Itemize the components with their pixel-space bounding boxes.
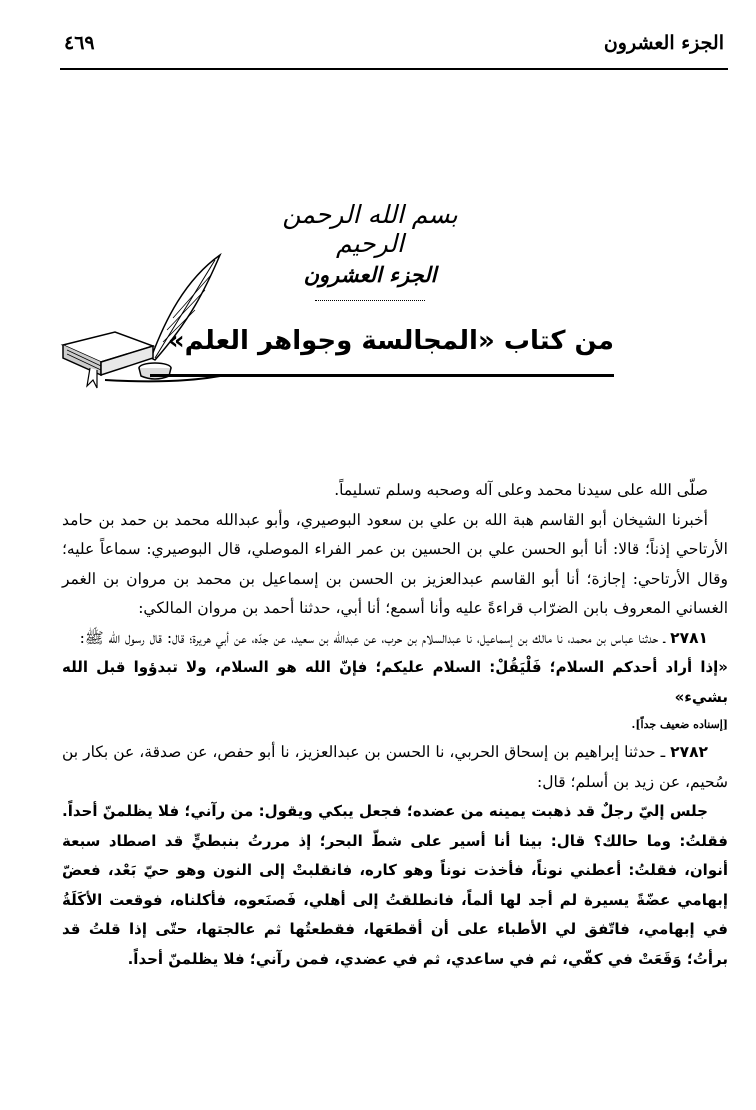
book-and-quill-icon <box>55 250 225 390</box>
hadith-number: ٢٧٨٢ <box>670 743 708 761</box>
hadith-number: ٢٧٨١ <box>670 628 708 647</box>
hadith-2781 <box>62 624 728 654</box>
book-title: من كتاب «المجالسة وجواهر العلم» <box>167 326 614 356</box>
main-text <box>62 476 728 974</box>
hadith-2782 <box>62 738 728 797</box>
part-label-calligraphy: الجزء العشرون <box>303 262 437 287</box>
hadith-chain: ـ حدثنا إبراهيم بن إسحاق الحربي، نا الحسن بن عبدالعزيز، نا أبو حفص، عن صدقة، عن بكار بن سُحيم، عن زيد بن أسلم؛ قال: <box>62 743 728 791</box>
isnad-paragraph: أخبرنا الشيخان أبو القاسم هبة الله بن علي بن سعود البوصيري، وأبو عبدالله محمد بن حمد بن حامد الأرتاحي إذناً؛ قالا: أنا أبو الحسن علي بن الحسين بن عمر الفراء الموصلي، قال البوصيري: سماعاً عليه؛ وقال الأرتاحي: إجازة؛ أنا أبو القاسم عبدالعزيز بن الحسن بن إسماعيل بن محمد بن مروان بن الغمر الغساني المعروف بابن الضرّاب قراءةً عليه وأنا أسمع؛ أنا أبي، حدثنا أحمد بن مروان المالكي: <box>62 510 728 617</box>
part-label-flourish <box>315 292 425 301</box>
running-header <box>60 30 728 70</box>
header-title: الجزء العشرون <box>603 32 724 54</box>
title-rule <box>150 374 614 377</box>
salutation-paragraph: صلّى الله على سيدنا محمد وعلى آله وصحبه وسلم تسليماً. <box>334 481 708 499</box>
hadith-2782-text: جلس إليّ رجلٌ قد ذهبت يمينه من عضده؛ فجعل يبكي ويقول: من رآني؛ فلا يظلمنّ أحداً. فقلتُ: وما حالك؟ قال: بينا أنا أسير على شطّ البحر؛ إذ مررتُ بنبطيٍّ قد اصطاد سبعة أنوان، فقلتُ: أعطني نوناً، فأخذت نوناً وهو كاره، فانقلبتْ إلى النون وهو حيّ بَعْد، فعضّ إبهامي عضّةً يسيرة لم أجد لها ألماً، فانطلقتُ إلى أهلي، فَصنَعوه، فأكلناه، فوقعت الأكَلَةُ في إبهامي، فاتّفق لي الأطباء على أن أقطعَها، فقطعتُها ثم عالجتها، حتّى إذا قلتُ قد برأتُ؛ وَقَعَتْ في كفّي، ثم في ساعدي، ثم في عضدي، فمن رآني؛ فلا يظلمنّ أحداً. <box>62 802 728 968</box>
hadith-chain: ـ حدثنا عباس بن محمد، نا مالك بن إسماعيل، نا عبدالسلام بن حرب، عن عبدالله بن سعيد، عن جدّه، عن أبي هريرة؛ قال: قال رسول الله ﷺ: <box>79 628 671 647</box>
hadith-2781-text: «إذا أراد أحدكم السلام؛ فَلْيَقُلْ: السلام عليكم؛ فإنّ الله هو السلام، ولا تبدؤوا قبل الله بشيء» <box>62 658 728 706</box>
basmala-calligraphy: بسم الله الرحمن الرحيم <box>282 200 458 258</box>
page-number: ٤٦٩ <box>64 32 95 54</box>
hadith-grade: [إسناده ضعيف جداً]. <box>631 718 728 731</box>
